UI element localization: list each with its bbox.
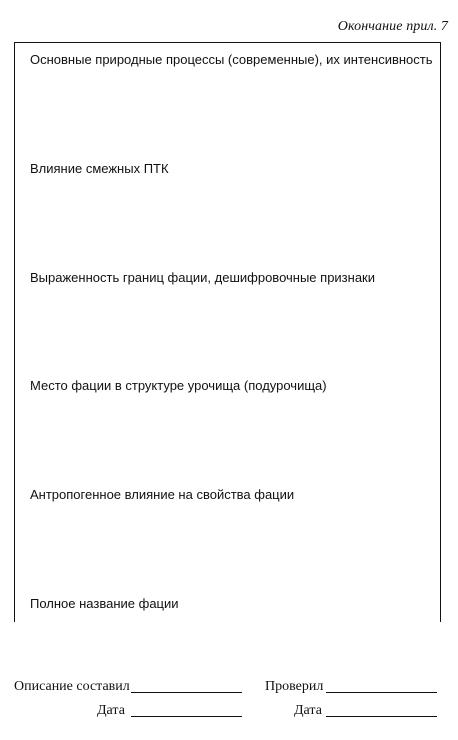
date-label-right: Дата <box>294 703 322 718</box>
checked-by-signature-line[interactable] <box>326 692 437 693</box>
field-anthropogenic-influence: Антропогенное влияние на свойства фации <box>30 487 295 502</box>
field-facies-place-in-structure: Место фации в структуре урочища (подурочища) <box>30 378 327 393</box>
appendix-continuation-note: Окончание прил. 7 <box>337 19 448 34</box>
field-natural-processes: Основные природные процессы (современные), их интенсивность <box>30 52 433 67</box>
compiled-by-label: Описание составил <box>14 679 130 694</box>
date-line-left[interactable] <box>131 716 242 717</box>
field-adjacent-ptk-influence: Влияние смежных ПТК <box>30 161 169 176</box>
description-form-box <box>14 42 441 622</box>
field-full-facies-name: Полное название фации <box>30 596 179 611</box>
checked-by-label: Проверил <box>265 679 324 694</box>
field-facies-boundaries: Выраженность границ фации, дешифровочные признаки <box>30 270 376 285</box>
date-label-left: Дата <box>97 703 125 718</box>
compiled-by-signature-line[interactable] <box>131 692 242 693</box>
date-line-right[interactable] <box>326 716 437 717</box>
